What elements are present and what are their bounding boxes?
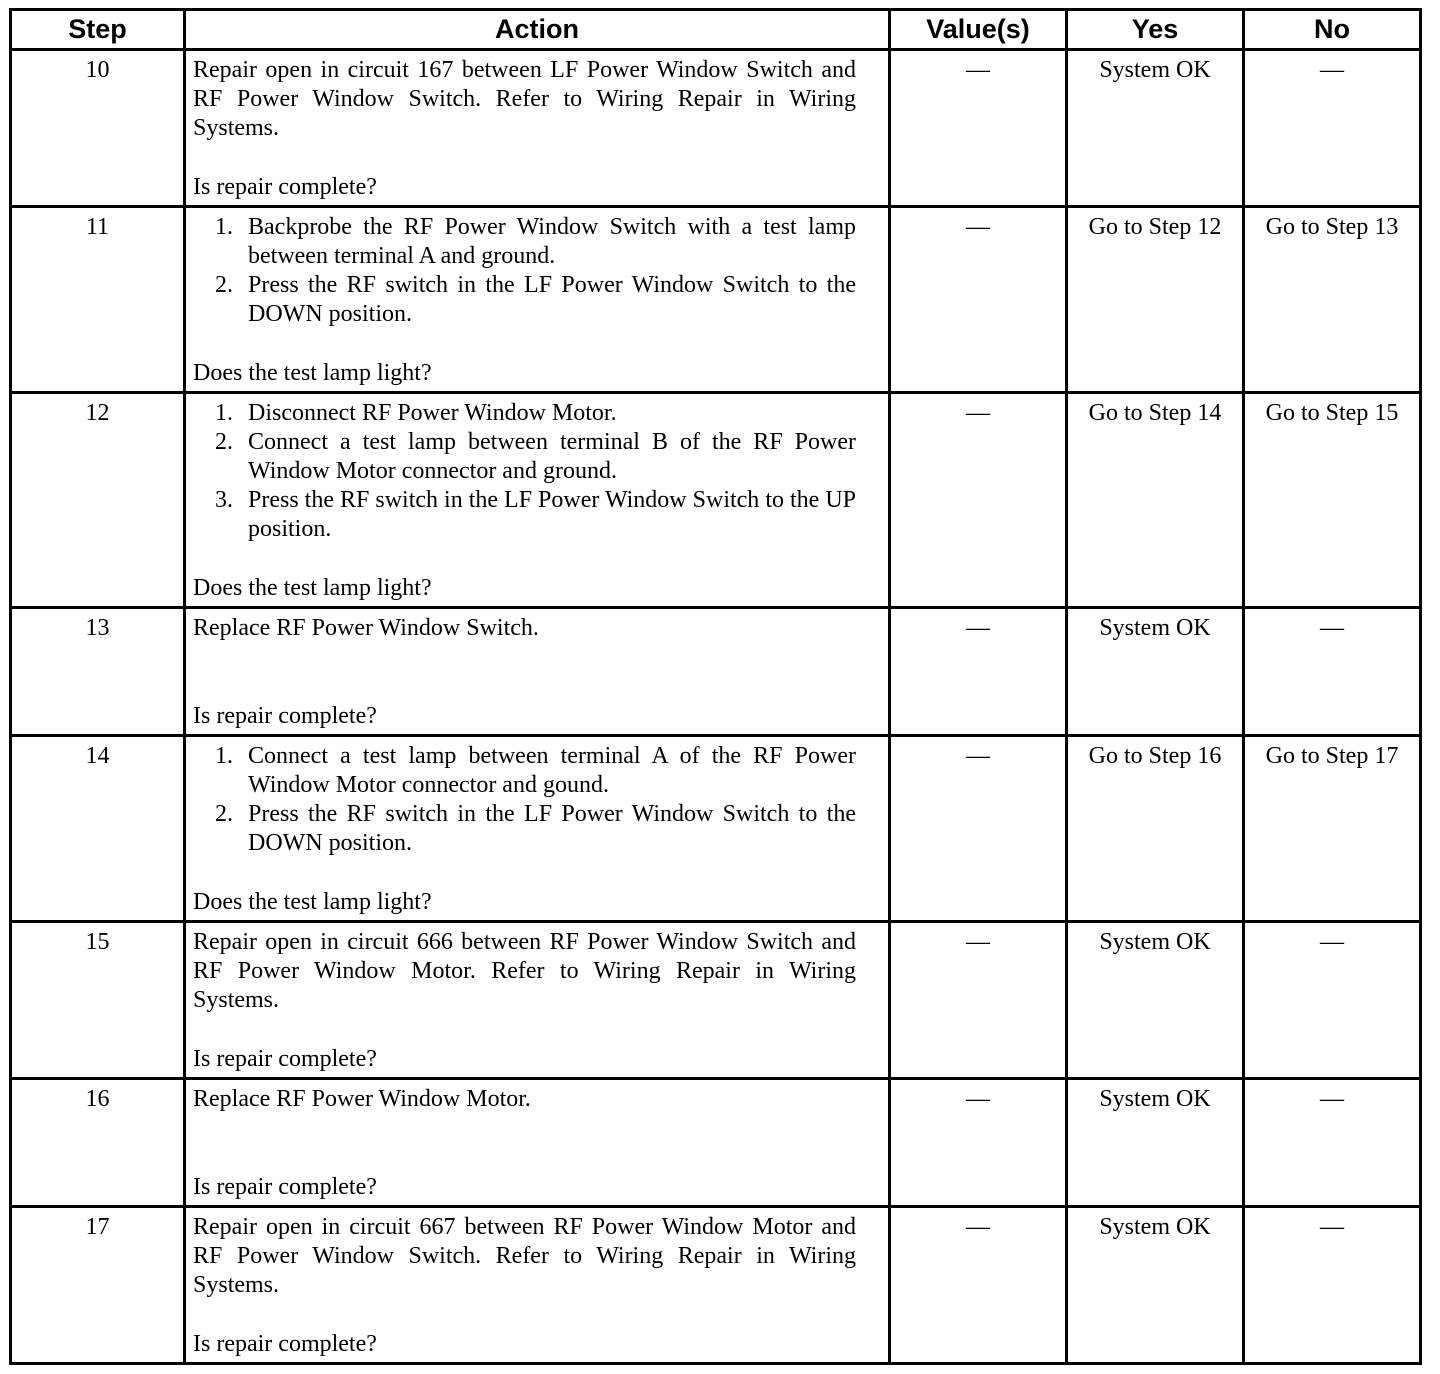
step-number: 15 [11, 922, 185, 1079]
action-text: Replace RF Power Window Motor. [193, 1086, 531, 1112]
no-result: Go to Step 13 [1244, 207, 1421, 393]
value-cell: — [890, 1207, 1067, 1364]
action-question: Is repair complete? [193, 1046, 377, 1072]
action-question: Does the test lamp light? [193, 575, 432, 601]
action-cell [185, 207, 890, 393]
value-cell: — [890, 922, 1067, 1079]
list-item-number: 1. [215, 743, 233, 769]
action-steps-list [193, 213, 878, 329]
step-number: 16 [11, 1079, 185, 1207]
list-item-text: Press the RF switch in the LF Power Window Switch to the DOWN position. [248, 272, 856, 327]
yes-result: System OK [1067, 1079, 1244, 1207]
table-row [11, 736, 1421, 922]
action-question: Does the test lamp light? [193, 360, 432, 386]
list-item-text: Connect a test lamp between terminal A of the RF Power Window Motor connector and gound. [248, 743, 856, 798]
action-text: Repair open in circuit 666 between RF Power Window Switch and RF Power Window Motor. Refer to Wiring Repair in Wiring Systems. [193, 929, 856, 1013]
list-item [193, 428, 856, 486]
list-item-number: 3. [215, 487, 233, 513]
action-question: Is repair complete? [193, 1331, 377, 1357]
list-item [193, 399, 856, 428]
table-row [11, 608, 1421, 736]
action-text: Repair open in circuit 667 between RF Power Window Motor and RF Power Window Switch. Refer to Wiring Repair in Wiring Systems. [193, 1214, 856, 1298]
no-result: — [1244, 1079, 1421, 1207]
list-item [193, 800, 856, 858]
table-row [11, 1079, 1421, 1207]
action-cell [185, 736, 890, 922]
list-item-text: Press the RF switch in the LF Power Window Switch to the UP position. [248, 487, 856, 542]
header-no: No [1244, 10, 1421, 50]
step-number: 11 [11, 207, 185, 393]
action-cell [185, 1207, 890, 1364]
action-text: Repair open in circuit 167 between LF Power Window Switch and RF Power Window Switch. Refer to Wiring Repair in Wiring Systems. [193, 57, 856, 141]
diagnostic-table [9, 8, 1422, 1365]
header-yes: Yes [1067, 10, 1244, 50]
yes-result: System OK [1067, 922, 1244, 1079]
action-cell [185, 393, 890, 608]
step-number: 12 [11, 393, 185, 608]
yes-result: Go to Step 16 [1067, 736, 1244, 922]
value-cell: — [890, 608, 1067, 736]
list-item-number: 2. [215, 801, 233, 827]
list-item-text: Disconnect RF Power Window Motor. [248, 400, 617, 426]
header-step: Step [11, 10, 185, 50]
table-row [11, 922, 1421, 1079]
value-cell: — [890, 207, 1067, 393]
action-question: Is repair complete? [193, 703, 377, 729]
list-item-text: Backprobe the RF Power Window Switch with a test lamp between terminal A and ground. [248, 214, 856, 269]
list-item-number: 2. [215, 272, 233, 298]
action-question: Is repair complete? [193, 1174, 377, 1200]
list-item-text: Press the RF switch in the LF Power Window Switch to the DOWN position. [248, 801, 856, 856]
value-cell: — [890, 50, 1067, 207]
step-number: 10 [11, 50, 185, 207]
action-cell [185, 922, 890, 1079]
table-row [11, 1207, 1421, 1364]
no-result: — [1244, 1207, 1421, 1364]
table-row [11, 207, 1421, 393]
value-cell: — [890, 393, 1067, 608]
value-cell: — [890, 736, 1067, 922]
table-row [11, 50, 1421, 207]
no-result: — [1244, 922, 1421, 1079]
action-cell [185, 608, 890, 736]
list-item-text: Connect a test lamp between terminal B of the RF Power Window Motor connector and ground. [248, 429, 856, 484]
no-result: Go to Step 15 [1244, 393, 1421, 608]
yes-result: System OK [1067, 1207, 1244, 1364]
list-item [193, 213, 856, 271]
step-number: 17 [11, 1207, 185, 1364]
list-item [193, 271, 856, 329]
action-cell [185, 50, 890, 207]
yes-result: System OK [1067, 50, 1244, 207]
header-action: Action [185, 10, 890, 50]
yes-result: System OK [1067, 608, 1244, 736]
action-steps-list [193, 742, 878, 858]
yes-result: Go to Step 12 [1067, 207, 1244, 393]
step-number: 14 [11, 736, 185, 922]
table-row [11, 393, 1421, 608]
header-row [11, 10, 1421, 50]
action-cell [185, 1079, 890, 1207]
step-number: 13 [11, 608, 185, 736]
list-item [193, 742, 856, 800]
header-values: Value(s) [890, 10, 1067, 50]
action-steps-list [193, 399, 878, 544]
list-item-number: 2. [215, 429, 233, 455]
action-text: Replace RF Power Window Switch. [193, 615, 539, 641]
list-item [193, 486, 856, 544]
value-cell: — [890, 1079, 1067, 1207]
action-question: Does the test lamp light? [193, 889, 432, 915]
list-item-number: 1. [215, 400, 233, 426]
action-question: Is repair complete? [193, 174, 377, 200]
no-result: — [1244, 50, 1421, 207]
list-item-number: 1. [215, 214, 233, 240]
no-result: Go to Step 17 [1244, 736, 1421, 922]
yes-result: Go to Step 14 [1067, 393, 1244, 608]
no-result: — [1244, 608, 1421, 736]
